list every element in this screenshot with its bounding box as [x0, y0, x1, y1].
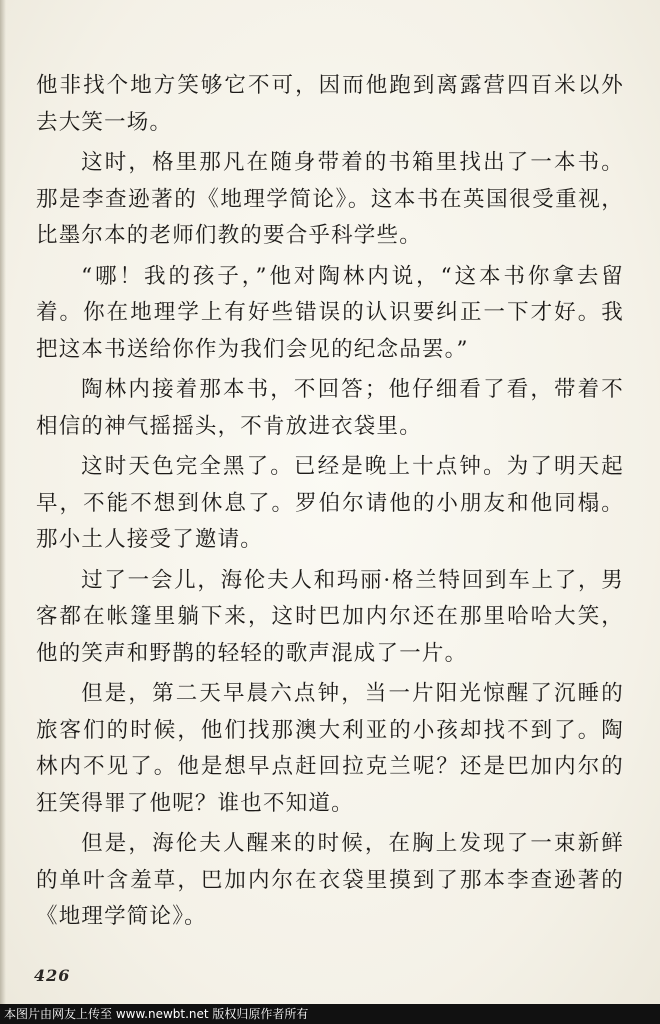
paragraph-3: “哪！我的孩子，”他对陶林内说，“这本书你拿去留着。你在地理学上有好些错误的认识要纠正一下才好。我把这本书送给你作为我们会见的纪念品罢。” [36, 263, 624, 362]
paragraph-1: 他非找个地方笑够它不可，因而他跑到离露营四百米以外去大笑一场。 [36, 73, 624, 135]
page-number: 426 [34, 966, 71, 985]
paragraph-6: 过了一会儿，海伦夫人和玛丽·格兰特回到车上了，男客都在帐篷里躺下来，这时巴加内尔还在那里哈哈大笑，他的笑声和野鹊的轻轻的歌声混成了一片。 [36, 567, 624, 666]
watermark-footer: 本图片由网友上传至 www.newbt.net 版权归原作者所有 [0, 1004, 660, 1024]
paragraph-5: 这时天色完全黑了。已经是晚上十点钟。为了明天起早，不能不想到休息了。罗伯尔请他的小朋友和他同榻。那小土人接受了邀请。 [36, 454, 624, 552]
paragraph-4: 陶林内接着那本书，不回答；他仔细看了看，带着不相信的神气摇摇头，不肯放进衣袋里。 [36, 377, 624, 439]
paragraph-2: 这时，格里那凡在随身带着的书箱里找出了一本书。那是李查逊著的《地理学简论》。这本书在英国很受重视，比墨尔本的老师们教的要合乎科学些。 [36, 150, 624, 248]
scan-edge-shadow [0, 0, 6, 1004]
paragraph-7: 但是，第二天早晨六点钟，当一片阳光惊醒了沉睡的旅客们的时候，他们找那澳大利亚的小孩却找不到了。陶林内不见了。他是想早点赶回拉克兰呢？还是巴加内尔的狂笑得罪了他呢？谁也不知道。 [36, 681, 624, 816]
body-text [36, 68, 624, 940]
paragraph-8: 但是，海伦夫人醒来的时候，在胸上发现了一束新鲜的单叶含羞草，巴加内尔在衣袋里摸到了那本李查逊著的《地理学简论》。 [36, 831, 624, 929]
